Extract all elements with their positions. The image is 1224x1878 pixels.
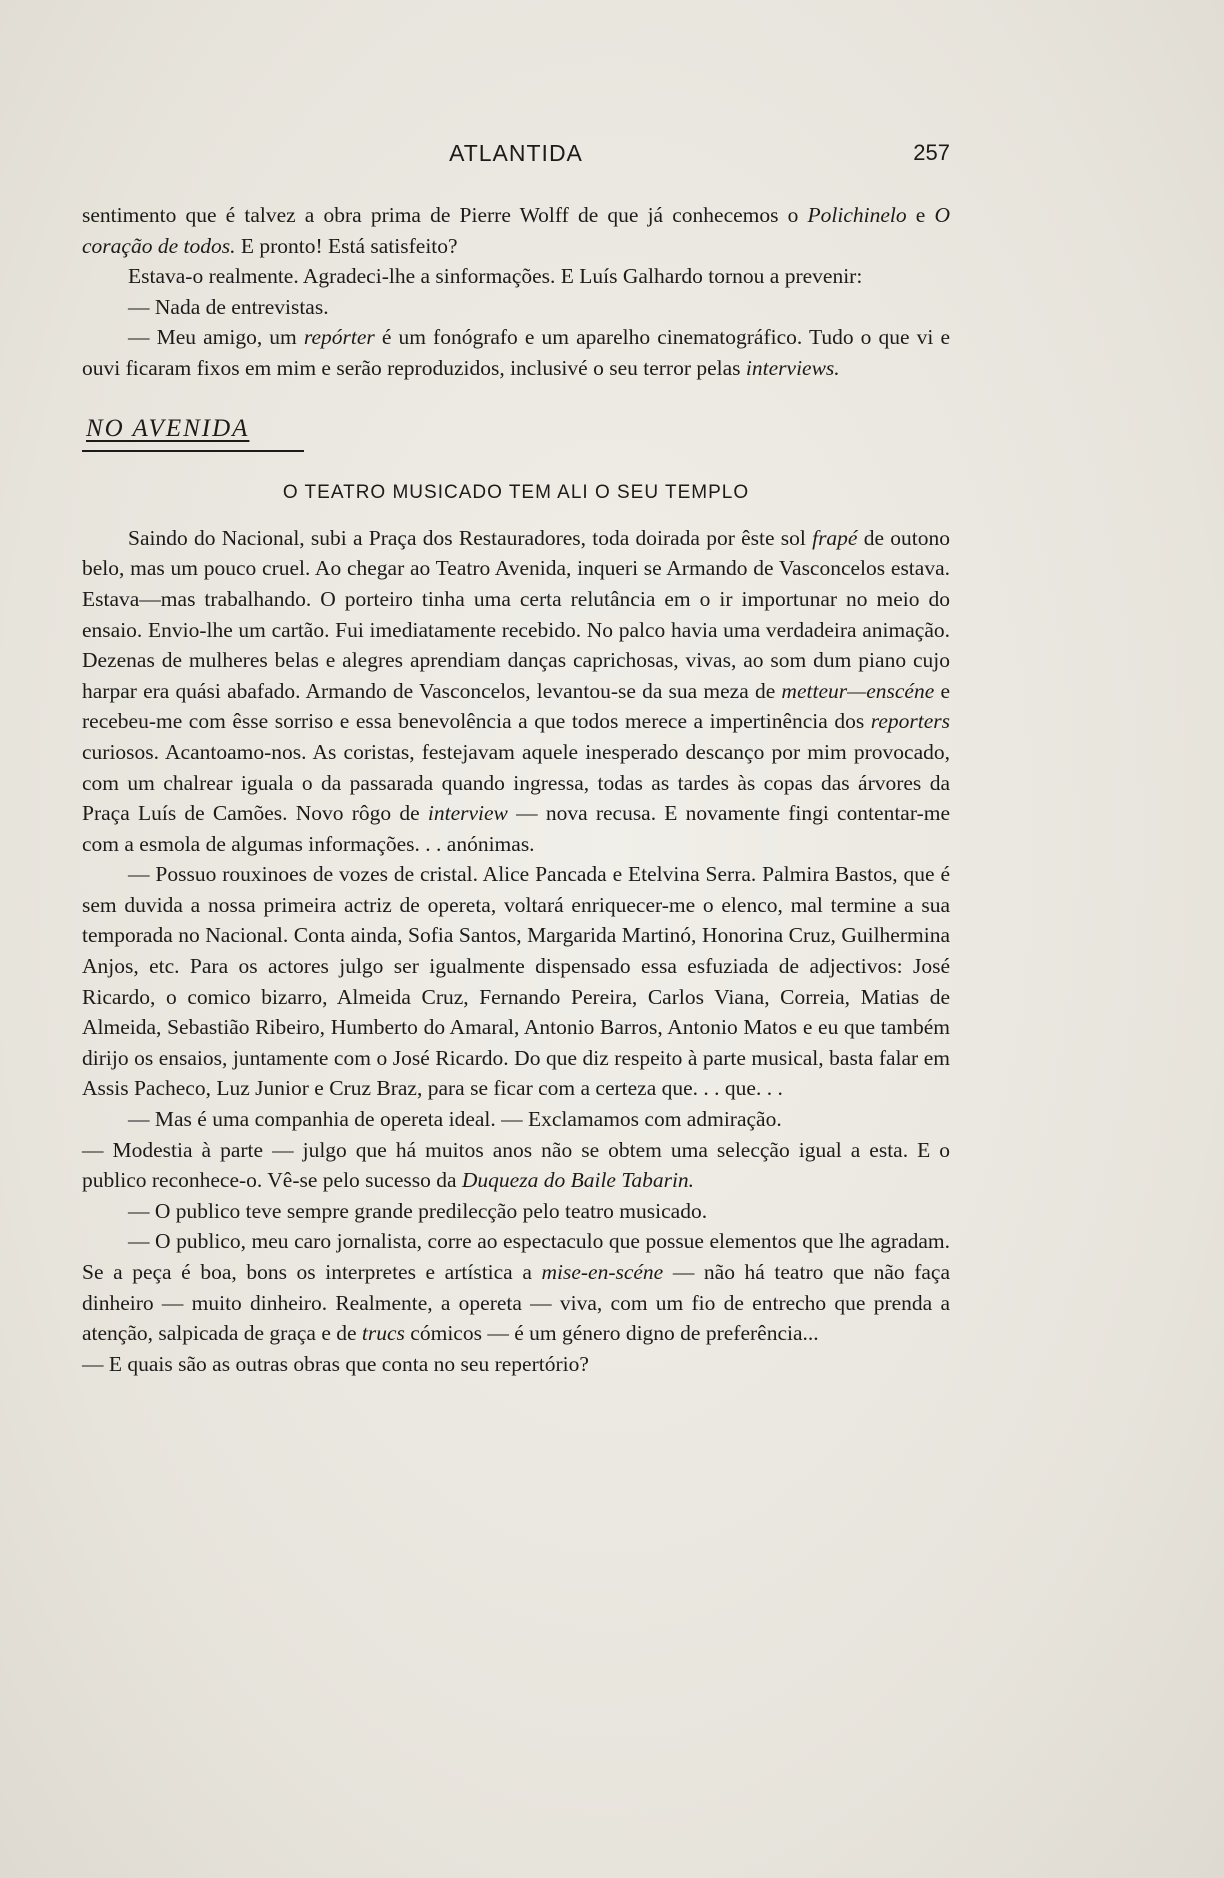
italic-word: metteur—enscéne xyxy=(781,678,935,703)
intro-paragraph-2: Estava-o realmente. Agradeci-lhe a sinformações. E Luís Galhardo tornou a prevenir: xyxy=(128,264,863,289)
text-run: curiosos. Acantoamo-nos. As coristas, festejavam aquele inesperado descanço por mim provocado, com um chalrear iguala o da passarada quando ingressa, todas as tardes às copas das árvores da Praça Luís de Camões. Novo rôgo de xyxy=(82,739,950,826)
page-number: 257 xyxy=(913,140,950,165)
section-title: NO AVENIDA xyxy=(82,414,304,453)
article-paragraph-5: — O publico teve sempre grande predilecção pelo teatro musicado. xyxy=(128,1198,708,1223)
section-subheading: O TEATRO MUSICADO TEM ALI O SEU TEMPLO xyxy=(282,482,750,504)
text-run: — O publico, meu caro jornalista, corre ao espectaculo que possue elementos que lhe agradam. Se a peça é boa, bons os interpretes e artística a xyxy=(82,1229,950,1284)
text-run: sentimento que é talvez a obra prima de Pierre Wolff de que já conhecemos o xyxy=(82,203,808,227)
italic-word: mise-en-scéne xyxy=(541,1260,664,1284)
text-run: de outono belo, mas um pouco cruel. Ao chegar ao Teatro Avenida, inqueri se Armando de Vasconcelos estava. Estava—mas trabalhando. O porteiro tinha uma certa relutância em o ir importunar no meio do ensaio. Envio-lhe um cartão. Fui imediatamente recebido. No palco havia uma verdadeira animação. Dezenas de mulheres belas e alegres aprendiam danças caprichosas, vivas, ao som dum piano cujo harpar era quási abafado. Armando de Vasconcelos, levantou-se da sua meza de xyxy=(82,525,950,703)
article-paragraph-4 xyxy=(82,1135,950,1196)
italic-word: interviews. xyxy=(745,355,840,380)
italic-word: trucs xyxy=(361,1321,405,1346)
italic-word: frapé xyxy=(812,525,858,550)
intro-paragraph-4 xyxy=(82,322,950,383)
intro-paragraph-1 xyxy=(82,200,950,261)
text-run: E pronto! Está satisfeito? xyxy=(235,233,458,258)
italic-word: repórter xyxy=(303,325,375,350)
italic-word: reporters xyxy=(870,709,950,734)
text-run: — Modestia à parte — julgo que há muitos anos não se obtem uma selecção igual a esta. E o publico reconhece-o. Vê-se pelo sucesso da xyxy=(82,1137,950,1193)
intro-paragraph-3: — Nada de entrevistas. xyxy=(128,294,329,319)
italic-title: Polichinelo xyxy=(807,203,907,227)
text-run: — nova recusa. E novamente fingi contentar-me com a esmola de algumas informações. . . anónimas. xyxy=(82,801,950,856)
text-run: é um fonógrafo e um aparelho cinematográfico. Tudo o que vi e ouvi ficaram fixos em mim e serão reproduzidos, inclusivé o seu terror pelas xyxy=(82,325,951,380)
text-run: — não há teatro que não faça dinheiro — muito dinheiro. Realmente, a opereta — viva, com um fio de entrecho que prenda a atenção, salpicada de graça e de xyxy=(82,1260,950,1346)
text-run: cómicos — é um género digno de preferência... xyxy=(404,1321,819,1346)
text-run: e xyxy=(906,203,935,227)
page-header xyxy=(82,140,950,180)
running-title: ATLANTIDA xyxy=(449,140,583,166)
article-paragraph-1 xyxy=(82,523,950,860)
article-paragraph-2: — Possuo rouxinoes de vozes de cristal. Alice Pancada e Etelvina Serra. Palmira Bastos, que é sem duvida a nossa primeira actriz de opereta, voltará enriquecer-me o elenco, mal termine a sua temporada no Nacional. Conta ainda, Sofia Santos, Margarida Martinó, Honorina Cruz, Guilhermina Anjos, etc. Para os actores julgo ser igualmente dispensado essa esfuziada de adjectivos: José Ricardo, o comico bizarro, Almeida Cruz, Fernando Pereira, Carlos Viana, Correia, Matias de Almeida, Sebastião Ribeiro, Humberto do Amaral, Antonio Barros, Antonio Matos e eu que também dirijo os ensaios, juntamente com o José Ricardo. Do que diz respeito à parte musical, basta falar em Assis Pacheco, Luz Junior e Cruz Braz, para se ficar com a certeza que. . . que. . . xyxy=(82,862,950,1101)
text-run: — Meu amigo, um xyxy=(128,325,304,350)
article-paragraph-6 xyxy=(82,1226,950,1348)
section-heading xyxy=(82,414,950,457)
article-paragraph-7: — E quais são as outras obras que conta no seu repertório? xyxy=(82,1351,589,1376)
text-run: Saindo do Nacional, subi a Praça dos Restauradores, toda doirada por êste sol xyxy=(128,525,813,550)
italic-word: interview xyxy=(427,801,508,826)
italic-title: O coração de todos. xyxy=(82,203,951,258)
article-paragraph-3: — Mas é uma companhia de opereta ideal. — Exclamamos com admiração. xyxy=(128,1107,782,1132)
text-run: e recebeu-me com êsse sorriso e essa benevolência a que todos merece a impertinência dos xyxy=(82,678,950,734)
italic-title: Duqueza do Baile Tabarin. xyxy=(461,1168,695,1193)
page-body xyxy=(82,200,950,1379)
